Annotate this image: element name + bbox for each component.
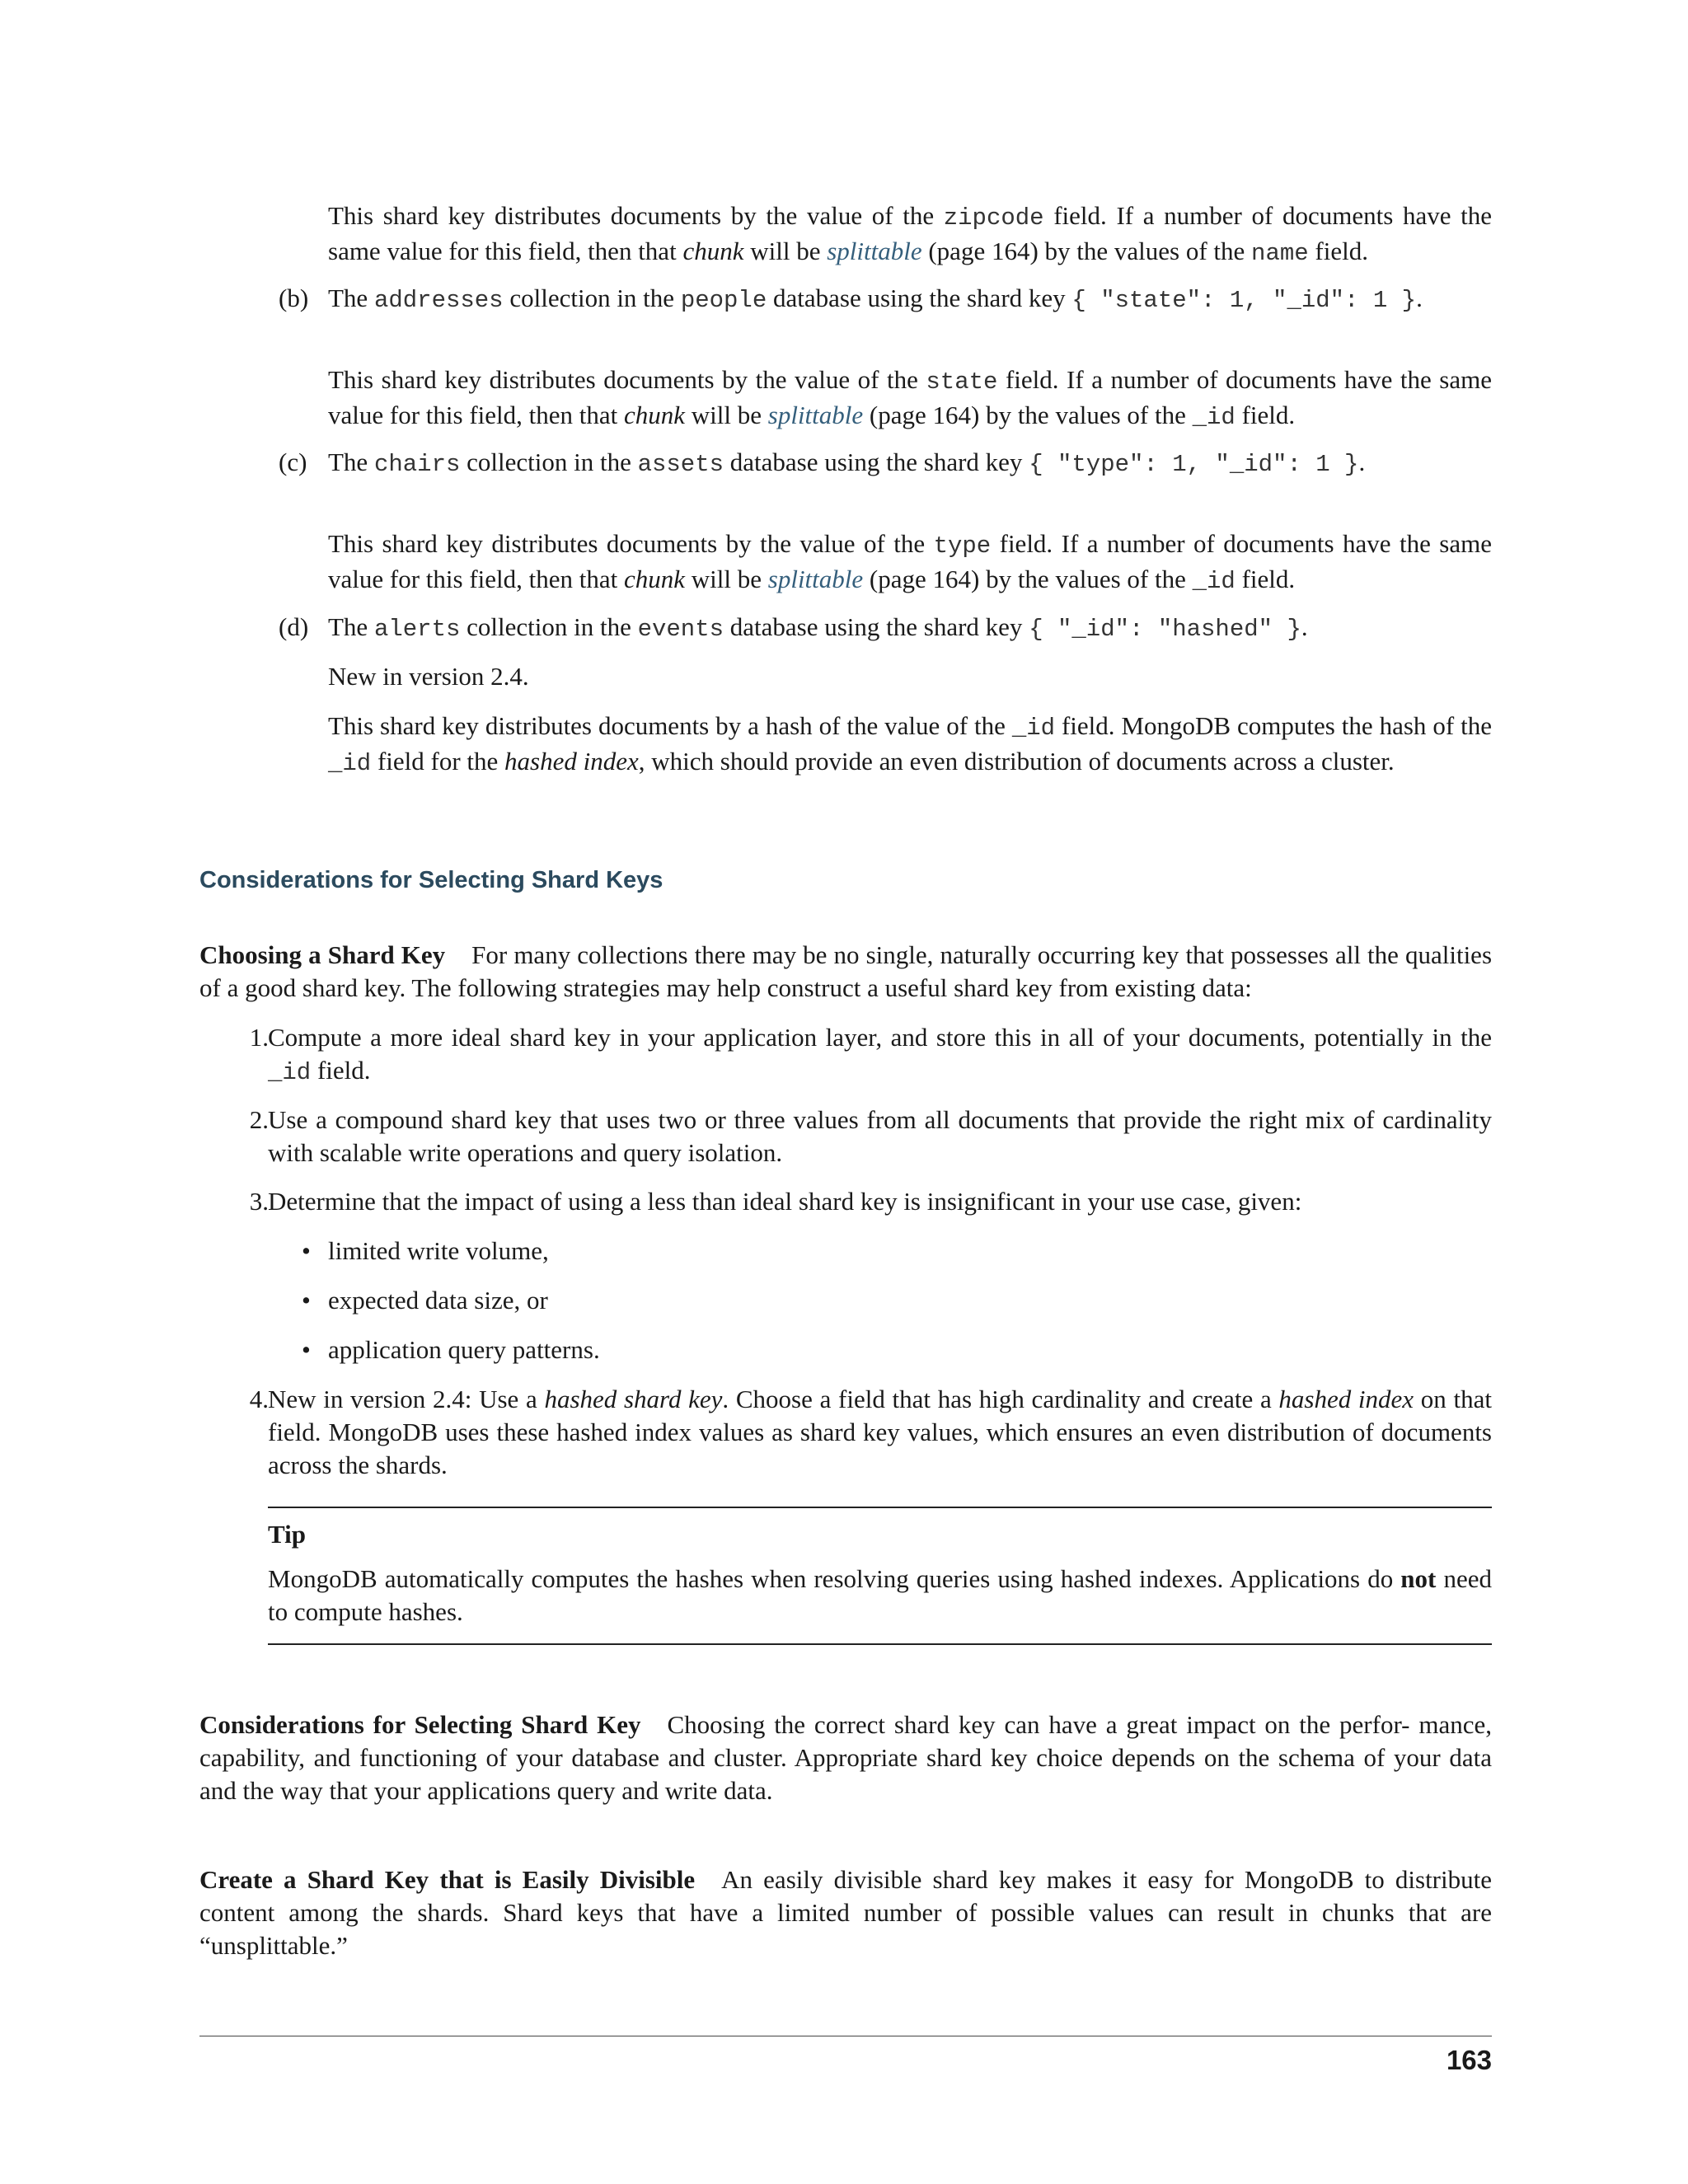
- text: Compute a more ideal shard key in your application layer, and store this in all of your documents, potentially in the: [268, 1023, 1492, 1052]
- text: database using the shard key: [724, 612, 1029, 641]
- list-item: application query patterns.: [328, 1335, 600, 1364]
- paragraph-title: Create a Shard Key that is Easily Divisible: [199, 1865, 696, 1894]
- code-zipcode: zipcode: [943, 204, 1044, 232]
- text: collection in the: [503, 284, 681, 312]
- tip-title: Tip: [268, 1520, 306, 1549]
- list-number: 2.: [249, 1105, 269, 1134]
- code-state: state: [926, 368, 998, 396]
- text: This shard key distributes documents by the value of the: [328, 365, 926, 394]
- text: need to compute hashes.: [268, 1564, 1492, 1626]
- section-heading: Considerations for Selecting Shard Keys: [199, 867, 663, 893]
- bullet-icon: •: [302, 1335, 311, 1364]
- text: This shard key distributes documents by the value of the: [328, 201, 944, 230]
- splittable-link[interactable]: splittable: [767, 401, 864, 429]
- code-events: events: [637, 616, 724, 643]
- text: This shard key distributes documents by the value of the: [328, 529, 934, 558]
- code-type: type: [933, 532, 992, 560]
- text: For many collections there may be no single, naturally occurring key that possesses all the qualities of a good shard key. The following strategies may help construct a useful shard key from existing data:: [199, 940, 1493, 1002]
- code-shard-key: { "state": 1, "_id": 1 }: [1071, 287, 1417, 314]
- list-item: [268, 1383, 1492, 1482]
- text: field. If a number of documents have the same value for this field, then that: [328, 201, 1493, 265]
- list-number: 1.: [249, 1023, 269, 1052]
- text: field.: [311, 1056, 371, 1085]
- list-item: [268, 1185, 1492, 1218]
- text: An easily divisible shard key makes it easy for MongoDB to distribute content among the shards. Shard keys that have a limited number of possible values can result in chunks that are “unsplittable.”: [199, 1865, 1492, 1960]
- code-id: _id: [328, 750, 372, 777]
- text: The: [328, 448, 374, 476]
- bullet-icon: •: [302, 1286, 311, 1315]
- list-item: limited write volume,: [328, 1236, 549, 1265]
- considerations-paragraph: [199, 1708, 1492, 1807]
- text: The: [328, 612, 374, 641]
- list-number: 3.: [249, 1187, 269, 1216]
- text: field. MongoDB computes the hash of the: [1055, 711, 1492, 740]
- text: field.: [1235, 565, 1296, 593]
- text: will be: [743, 237, 828, 265]
- text: field.: [1235, 401, 1296, 429]
- text: (page 164) by the values of the: [863, 401, 1193, 429]
- divisible-paragraph: [199, 1863, 1492, 1962]
- code-alerts: alerts: [373, 616, 461, 643]
- term-hashed-shard-key: hashed shard key: [544, 1385, 723, 1413]
- text: , which should provide an even distribution of documents across a cluster.: [638, 747, 1395, 776]
- code-chairs: chairs: [373, 451, 461, 478]
- term-chunk: chunk: [682, 237, 744, 265]
- code-assets: assets: [637, 451, 724, 478]
- text: on that field. MongoDB uses these hashed index values as shard key values, which ensures an even distribution of documents across the shards.: [268, 1385, 1492, 1479]
- page-number: 163: [1446, 2045, 1492, 2075]
- tip-text: [268, 1563, 1492, 1629]
- emphasis: not: [1400, 1564, 1437, 1593]
- text: database using the shard key: [767, 284, 1072, 312]
- choosing-paragraph: [199, 939, 1492, 1005]
- text: The: [328, 284, 374, 312]
- text: collection in the: [460, 448, 638, 476]
- text: field. If a number of documents have the same value for this field, then that: [328, 529, 1492, 593]
- code-id: _id: [1192, 404, 1236, 431]
- bullet-icon: •: [302, 1236, 311, 1265]
- tip-bottom-rule: [268, 1643, 1492, 1645]
- code-people: people: [680, 287, 767, 314]
- text: field for the: [371, 747, 505, 776]
- code-name: name: [1251, 240, 1309, 267]
- text: will be: [685, 401, 768, 429]
- text: Determine that the impact of using a less than ideal shard key is insignificant in your use case, given:: [268, 1187, 1302, 1216]
- text: (page 164) by the values of the: [921, 237, 1252, 265]
- item-c-label: (c): [279, 448, 307, 476]
- term-hashed-index: hashed index: [1278, 1385, 1414, 1413]
- splittable-link[interactable]: splittable: [767, 565, 864, 593]
- item-d-description: [328, 710, 1492, 780]
- text: . Choose a field that has high cardinality and create a: [722, 1385, 1279, 1413]
- text: collection in the: [460, 612, 638, 641]
- code-shard-key: { "type": 1, "_id": 1 }: [1029, 451, 1359, 478]
- code-addresses: addresses: [373, 287, 504, 314]
- text: .: [1416, 284, 1423, 312]
- text: .: [1358, 448, 1366, 476]
- text: Choosing the correct shard key can have a great impact on the perfor- mance, capability, and functioning of your database and cluster. Appropriate shard key choice depends on the schema of your data and the way that your applications query and write data.: [199, 1710, 1492, 1805]
- term-chunk: chunk: [623, 401, 686, 429]
- splittable-link[interactable]: splittable: [827, 237, 922, 265]
- tip-top-rule: [268, 1507, 1492, 1508]
- list-number: 4.: [249, 1385, 269, 1413]
- item-d-version: New in version 2.4.: [328, 662, 529, 691]
- text: .: [1301, 612, 1308, 641]
- code-id: _id: [1011, 715, 1056, 742]
- list-item: [268, 1021, 1492, 1090]
- list-item: [268, 1104, 1492, 1169]
- text: Use a compound shard key that uses two or three values from all documents that provide the right mix of cardinality with scalable write operations and query isolation.: [268, 1105, 1492, 1167]
- item-c-heading: [328, 446, 1492, 481]
- item-d-label: (d): [279, 612, 309, 641]
- code-id: _id: [268, 1059, 312, 1086]
- text: database using the shard key: [724, 448, 1029, 476]
- text: (page 164) by the values of the: [863, 565, 1193, 593]
- item-a-description: [328, 199, 1492, 270]
- item-b-label: (b): [279, 284, 309, 312]
- code-id: _id: [1192, 568, 1236, 595]
- item-c-description: [328, 527, 1492, 598]
- text: field.: [1308, 237, 1368, 265]
- text: MongoDB automatically computes the hashes when resolving queries using hashed indexes. Applications do: [268, 1564, 1401, 1593]
- text: This shard key distributes documents by a hash of the value of the: [328, 711, 1012, 740]
- paragraph-title: Considerations for Selecting Shard Key: [199, 1710, 641, 1739]
- list-item: expected data size, or: [328, 1286, 548, 1315]
- text: field. If a number of documents have the same value for this field, then that: [328, 365, 1492, 429]
- paragraph-title: Choosing a Shard Key: [199, 940, 446, 969]
- term-chunk: chunk: [623, 565, 686, 593]
- item-b-heading: [328, 282, 1492, 317]
- text: New in version 2.4: Use a: [268, 1385, 545, 1413]
- item-b-description: [328, 363, 1492, 434]
- text: will be: [685, 565, 768, 593]
- item-d-heading: [328, 611, 1492, 646]
- term-hashed-index: hashed index: [504, 747, 639, 776]
- code-shard-key: { "_id": "hashed" }: [1029, 616, 1301, 643]
